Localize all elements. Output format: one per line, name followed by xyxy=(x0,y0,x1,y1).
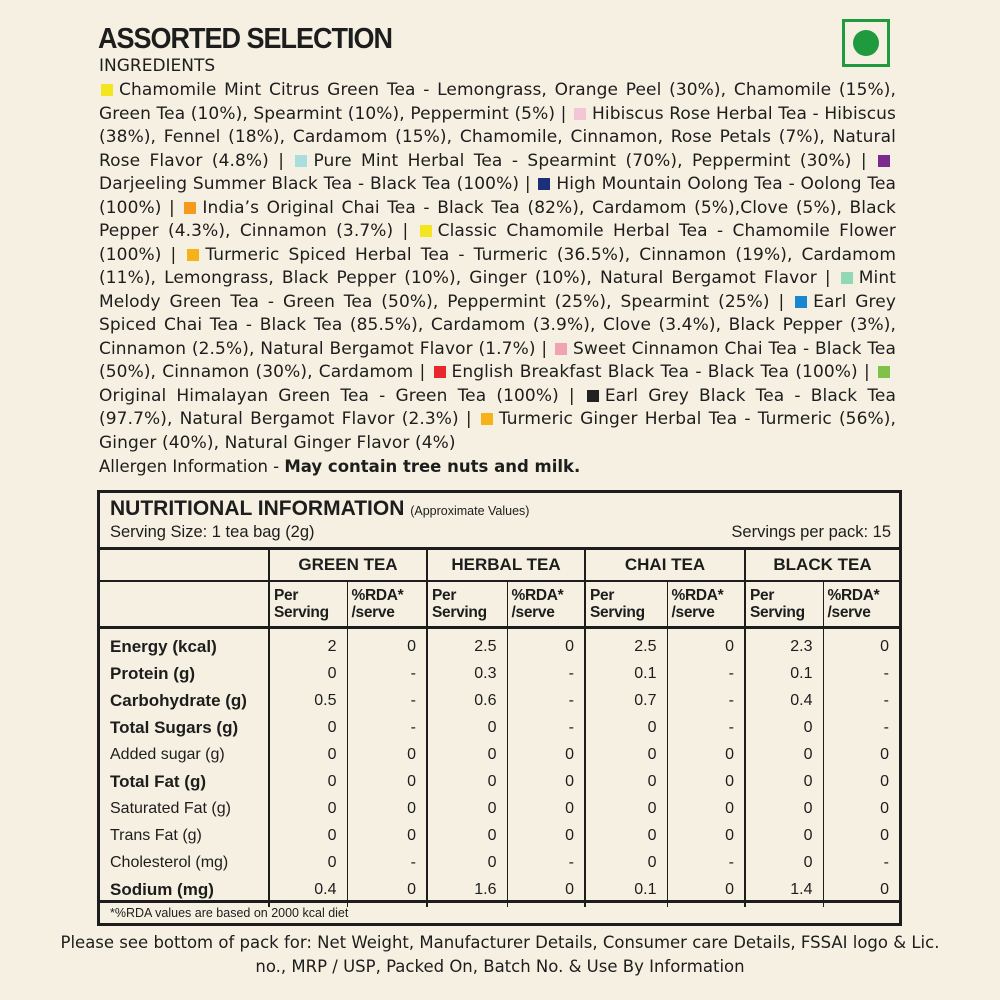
per-serving-value: 0 xyxy=(269,714,347,741)
table-row xyxy=(100,822,899,849)
color-swatch-icon xyxy=(481,413,493,425)
separator: | xyxy=(268,150,294,171)
table-sub-header-row xyxy=(100,581,899,628)
sub-header-line: /serve xyxy=(511,604,555,621)
tea-ingredients: Green Tea (50%), Peppermint (25%), Spearmint (25%) xyxy=(282,291,770,312)
dash: - xyxy=(238,315,260,335)
dash: - xyxy=(259,291,283,312)
sub-header-line: %RDA* xyxy=(511,587,564,604)
dash: - xyxy=(352,174,370,194)
per-serving-value: 0 xyxy=(269,768,347,795)
separator: | xyxy=(161,197,183,218)
sub-header-line: Serving xyxy=(750,604,805,621)
sub-header-rda xyxy=(507,581,585,628)
rda-value: 0 xyxy=(667,795,745,822)
rda-value: - xyxy=(823,660,899,687)
separator: | xyxy=(555,103,573,124)
tea-name: Earl Grey Black Tea xyxy=(604,385,785,406)
color-swatch-icon xyxy=(184,202,196,214)
per-serving-value: 0 xyxy=(585,822,667,849)
table-row xyxy=(100,768,899,795)
per-serving-value: 0 xyxy=(427,795,507,822)
per-serving-value: 2 xyxy=(269,628,347,661)
rda-value: - xyxy=(823,849,899,876)
page-title: ASSORTED SELECTION xyxy=(98,23,393,55)
rda-value: - xyxy=(667,714,745,741)
tea-name: Earl Grey Spiced Chai Tea xyxy=(99,291,896,335)
table-row xyxy=(100,741,899,768)
tea-ingredients: Black Tea (100%) xyxy=(707,362,858,382)
dash: - xyxy=(449,244,474,265)
color-swatch-icon xyxy=(187,249,199,261)
rda-value: - xyxy=(507,687,585,714)
rda-value: - xyxy=(507,714,585,741)
rda-value: 0 xyxy=(347,628,427,661)
tea-ingredients: Turmeric (56%), Ginger (40%), Natural Ginger Flavor (4%) xyxy=(99,409,897,453)
separator: | xyxy=(519,174,537,194)
per-serving-value: 0.5 xyxy=(269,687,347,714)
tea-ingredients: Black Tea (85.5%), Cardamom (3.9%), Clove (3.4%), Black Pepper (3%), Cinnamon (2.5%), Natural Bergamot Flavor (1.7%) xyxy=(99,315,896,359)
allergen-info xyxy=(99,457,580,477)
tea-ingredients: Black Tea (50%), Cinnamon (30%), Cardamom xyxy=(99,338,897,382)
per-serving-value: 0 xyxy=(585,741,667,768)
tea-name: Turmeric Ginger Herbal Tea xyxy=(498,409,738,429)
table-row xyxy=(100,795,899,822)
rda-value: 0 xyxy=(507,822,585,849)
rda-value: 0 xyxy=(507,876,585,907)
sub-header-line: %RDA* xyxy=(827,587,880,604)
rda-value: 0 xyxy=(667,822,745,849)
rda-value: 0 xyxy=(823,795,899,822)
tea-name: Classic Chamomile Herbal Tea xyxy=(437,221,708,241)
group-header-green-tea: GREEN TEA xyxy=(269,550,427,581)
tea-name: Hibiscus Rose Herbal Tea xyxy=(592,103,807,124)
rda-value: 0 xyxy=(507,768,585,795)
rda-value: 0 xyxy=(667,741,745,768)
rda-value: 0 xyxy=(347,741,427,768)
separator: | xyxy=(558,385,585,406)
tea-name: India’s Original Chai Tea xyxy=(202,197,416,218)
nutrient-label: Added sugar (g) xyxy=(110,745,225,763)
sub-header-line: %RDA* xyxy=(351,587,404,604)
dash: - xyxy=(415,197,438,218)
rda-value: 0 xyxy=(507,628,585,661)
separator: | xyxy=(161,244,186,265)
dash: - xyxy=(689,362,708,382)
dash: - xyxy=(502,150,528,171)
allergen-text: May contain tree nuts and milk. xyxy=(284,457,581,476)
dash: - xyxy=(737,409,758,429)
per-serving-value: 2.3 xyxy=(745,628,823,661)
color-swatch-icon xyxy=(538,178,550,190)
color-swatch-icon xyxy=(420,225,432,237)
sub-header-line: /serve xyxy=(671,604,715,621)
table-row xyxy=(100,687,899,714)
color-swatch-icon xyxy=(574,108,586,120)
sub-header-line: /serve xyxy=(827,604,871,621)
sub-header-line: Serving xyxy=(590,604,645,621)
rda-value: - xyxy=(347,849,427,876)
separator: | xyxy=(535,338,554,359)
per-serving-value: 0 xyxy=(745,795,823,822)
rda-value: 0 xyxy=(823,768,899,795)
nutrient-label: Total Sugars (g) xyxy=(110,717,239,737)
sub-header-line: Serving xyxy=(274,604,329,621)
per-serving-value: 0.4 xyxy=(269,876,347,907)
color-swatch-icon xyxy=(878,155,890,167)
rda-value: - xyxy=(507,660,585,687)
servings-per-pack: Servings per pack: 15 xyxy=(731,523,891,541)
rda-value: 0 xyxy=(823,876,899,907)
tea-name: Mint Melody Green Tea xyxy=(99,268,896,312)
tea-name: Original Himalayan Green Tea xyxy=(99,385,370,406)
nutrient-label: Cholesterol (mg) xyxy=(110,853,229,871)
rda-value: - xyxy=(347,714,427,741)
table-corner xyxy=(100,550,269,581)
table-row xyxy=(100,714,899,741)
separator: | xyxy=(458,409,479,429)
rda-value: - xyxy=(667,849,745,876)
per-serving-value: 0 xyxy=(745,714,823,741)
sub-header-per-serving xyxy=(269,581,347,628)
sub-header-per-serving xyxy=(585,581,667,628)
rda-value: - xyxy=(667,687,745,714)
sub-header-rda xyxy=(667,581,745,628)
separator: | xyxy=(393,221,418,241)
per-serving-value: 0 xyxy=(427,822,507,849)
sub-header-line: Per xyxy=(750,587,775,604)
per-serving-value: 0 xyxy=(269,822,347,849)
nutrient-label: Protein (g) xyxy=(110,663,195,683)
per-serving-value: 0 xyxy=(585,768,667,795)
tea-ingredients: Turmeric (36.5%), Cinnamon (19%), Cardamom (11%), Lemongrass, Black Pepper (10%), Ginger (10%), Natural Bergamot Flavor xyxy=(99,244,896,288)
per-serving-value: 2.5 xyxy=(585,628,667,661)
separator: | xyxy=(413,362,432,382)
tea-name: Turmeric Spiced Herbal Tea xyxy=(205,244,450,265)
rda-value: - xyxy=(667,660,745,687)
sub-header-line: Per xyxy=(274,587,299,604)
rda-value: 0 xyxy=(507,795,585,822)
rda-value: - xyxy=(507,849,585,876)
ingredients-paragraph xyxy=(99,79,896,455)
tea-name: Chamomile Mint Citrus Green Tea xyxy=(119,80,416,100)
serving-size: Serving Size: 1 tea bag (2g) xyxy=(110,523,315,541)
group-header-black-tea: BLACK TEA xyxy=(745,550,899,581)
dash: - xyxy=(782,174,801,194)
rda-value: - xyxy=(347,687,427,714)
rda-value: 0 xyxy=(347,768,427,795)
rda-value: 0 xyxy=(823,628,899,661)
nutrient-label: Sodium (mg) xyxy=(110,879,214,899)
rda-value: 0 xyxy=(823,822,899,849)
sub-header-rda xyxy=(347,581,427,628)
rda-value: 0 xyxy=(667,876,745,907)
tea-name: High Mountain Oolong Tea xyxy=(556,174,783,194)
table-row xyxy=(100,660,899,687)
tea-ingredients: Spearmint (70%), Peppermint (30%) xyxy=(527,150,852,171)
nutrient-label: Trans Fat (g) xyxy=(110,826,202,844)
color-swatch-icon xyxy=(587,390,599,402)
per-serving-value: 0.6 xyxy=(427,687,507,714)
sub-header-line: /serve xyxy=(351,604,395,621)
rda-value: 0 xyxy=(347,822,427,849)
nutrition-panel xyxy=(97,490,902,926)
nutrition-subtitle: (Approximate Values) xyxy=(410,504,530,518)
color-swatch-icon xyxy=(295,155,307,167)
per-serving-value: 0 xyxy=(745,849,823,876)
color-swatch-icon xyxy=(555,343,567,355)
dash: - xyxy=(784,385,811,406)
tea-ingredients: Green Tea (100%) xyxy=(395,385,559,406)
nutrition-header xyxy=(100,493,899,550)
sub-header-line: Per xyxy=(590,587,615,604)
separator: | xyxy=(857,362,877,382)
sub-header-per-serving xyxy=(427,581,507,628)
tea-name: English Breakfast Black Tea xyxy=(451,362,690,382)
group-header-chai-tea: CHAI TEA xyxy=(585,550,745,581)
per-serving-value: 0 xyxy=(585,849,667,876)
footer-note: Please see bottom of pack for: Net Weight, Manufacturer Details, Consumer care Details, FSSAI logo & Lic. no., MRP / USP, Packed On, Batch No. & Use By Information xyxy=(60,933,940,976)
tea-name: Pure Mint Herbal Tea xyxy=(313,150,503,171)
veg-symbol-icon xyxy=(842,19,890,67)
sub-header-blank xyxy=(100,581,269,628)
per-serving-value: 0.1 xyxy=(585,876,667,907)
rda-value: - xyxy=(823,714,899,741)
tea-ingredients: Black Tea (100%) xyxy=(369,174,520,194)
dash: - xyxy=(806,103,825,124)
nutrition-title-text: NUTRITIONAL INFORMATION xyxy=(110,497,405,520)
separator: | xyxy=(851,150,877,171)
dash: - xyxy=(369,385,396,406)
rda-value: 0 xyxy=(507,741,585,768)
per-serving-value: 0.4 xyxy=(745,687,823,714)
tea-ingredients: Hibiscus (38%), Fennel (18%), Cardamom (15%), Chamomile, Cinnamon, Rose Petals (7%), Natural Rose Flavor (4.8%) xyxy=(99,103,896,171)
nutrient-label: Total Fat (g) xyxy=(110,771,206,791)
nutrition-table xyxy=(100,550,899,907)
per-serving-value: 0 xyxy=(269,741,347,768)
rda-value: 0 xyxy=(667,628,745,661)
rda-value: - xyxy=(347,660,427,687)
ingredients-heading: INGREDIENTS xyxy=(99,56,216,76)
color-swatch-icon xyxy=(101,84,113,96)
per-serving-value: 1.6 xyxy=(427,876,507,907)
per-serving-value: 0 xyxy=(745,741,823,768)
tea-name: Sweet Cinnamon Chai Tea xyxy=(573,338,798,359)
color-swatch-icon xyxy=(878,366,890,378)
per-serving-value: 0 xyxy=(269,849,347,876)
tea-ingredients: Black Tea (97.7%), Natural Bergamot Flavor (2.3%) xyxy=(99,385,896,429)
nutrient-label: Carbohydrate (g) xyxy=(110,690,247,710)
color-swatch-icon xyxy=(434,366,446,378)
tea-ingredients: Lemongrass, Orange Peel (30%), Chamomile (15%), Green Tea (10%), Spearmint (10%), Peppermint (5%) xyxy=(99,80,896,124)
separator: | xyxy=(816,268,839,288)
per-serving-value: 0 xyxy=(269,795,347,822)
per-serving-value: 0.7 xyxy=(585,687,667,714)
group-header-herbal-tea: HERBAL TEA xyxy=(427,550,585,581)
per-serving-value: 2.5 xyxy=(427,628,507,661)
per-serving-value: 0 xyxy=(427,714,507,741)
separator: | xyxy=(769,291,794,312)
sub-header-line: Per xyxy=(432,587,457,604)
rda-value: 0 xyxy=(347,795,427,822)
dash: - xyxy=(415,80,438,100)
table-row xyxy=(100,628,899,661)
per-serving-value: 0 xyxy=(745,822,823,849)
per-serving-value: 0 xyxy=(585,714,667,741)
nutrient-label: Saturated Fat (g) xyxy=(110,799,231,817)
color-swatch-icon xyxy=(841,272,853,284)
allergen-label: Allergen Information - xyxy=(99,457,285,476)
per-serving-value: 0 xyxy=(427,741,507,768)
sub-header-line: Serving xyxy=(432,604,487,621)
per-serving-value: 1.4 xyxy=(745,876,823,907)
tea-ingredients: Chamomile Flower (100%) xyxy=(99,221,896,265)
per-serving-value: 0 xyxy=(427,849,507,876)
sub-header-per-serving xyxy=(745,581,823,628)
per-serving-value: 0.1 xyxy=(745,660,823,687)
tea-ingredients: Oolong Tea (100%) xyxy=(99,174,897,218)
per-serving-value: 0 xyxy=(427,768,507,795)
tea-name: Darjeeling Summer Black Tea xyxy=(99,174,353,194)
per-serving-value: 0.3 xyxy=(427,660,507,687)
per-serving-value: 0.1 xyxy=(585,660,667,687)
tea-ingredients: Black Tea (82%), Cardamom (5%),Clove (5%), Black Pepper (4.3%), Cinnamon (3.7%) xyxy=(99,197,896,241)
veg-dot-icon xyxy=(853,30,879,56)
rda-value: 0 xyxy=(667,768,745,795)
sub-header-line: %RDA* xyxy=(671,587,724,604)
per-serving-value: 0 xyxy=(745,768,823,795)
table-row xyxy=(100,849,899,876)
dash: - xyxy=(797,338,816,359)
rda-value: 0 xyxy=(823,741,899,768)
nutrition-title xyxy=(110,497,529,521)
table-group-header-row xyxy=(100,550,899,581)
rda-value: - xyxy=(823,687,899,714)
per-serving-value: 0 xyxy=(585,795,667,822)
sub-header-rda xyxy=(823,581,899,628)
per-serving-value: 0 xyxy=(269,660,347,687)
nutrient-label: Energy (kcal) xyxy=(110,636,217,656)
rda-value: 0 xyxy=(347,876,427,907)
dash: - xyxy=(707,221,733,241)
nutrition-table-body xyxy=(100,628,899,908)
color-swatch-icon xyxy=(795,296,807,308)
rda-footnote: *%RDA values are based on 2000 kcal diet xyxy=(100,900,899,923)
